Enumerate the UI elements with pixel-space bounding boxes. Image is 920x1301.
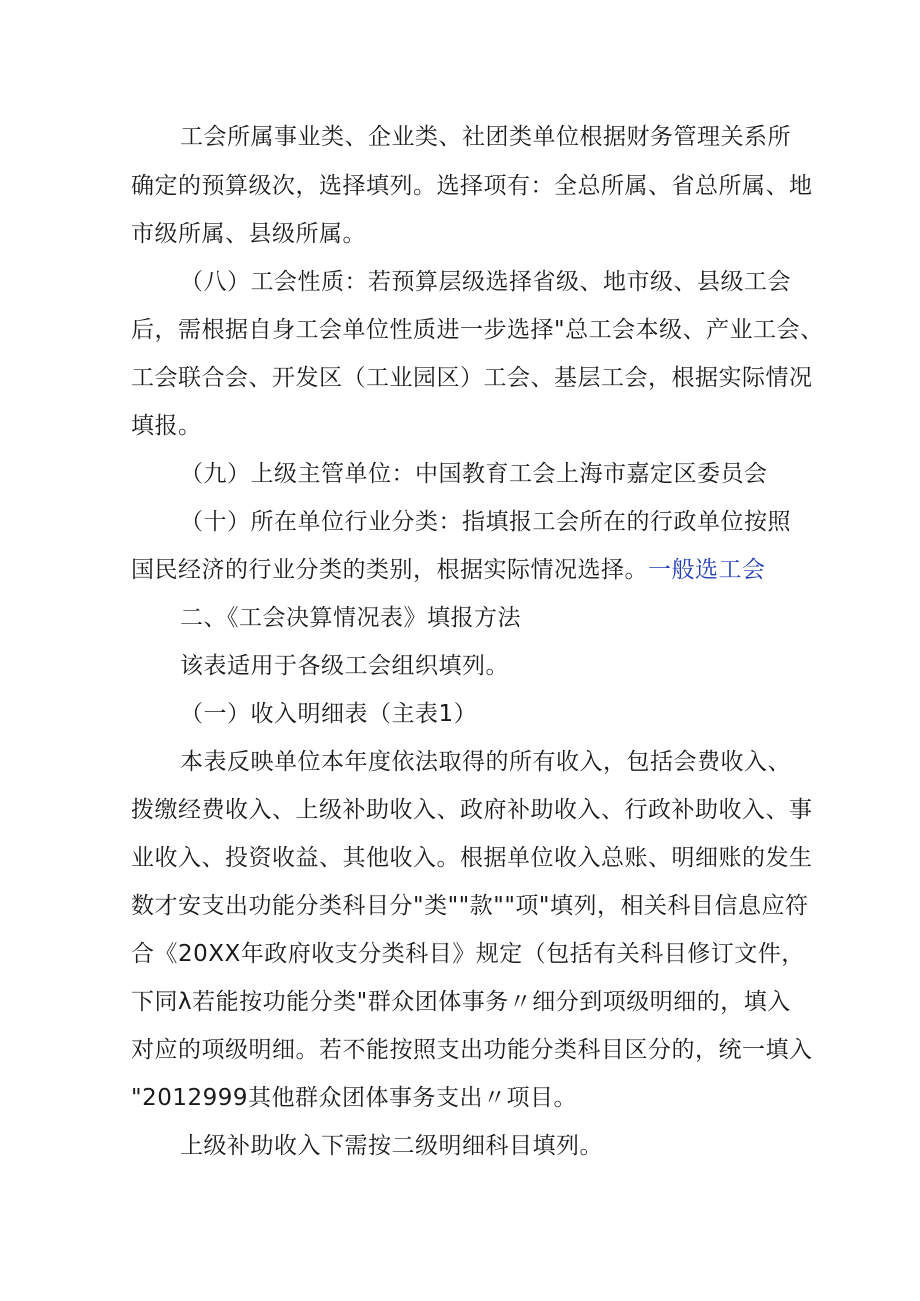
paragraph-line: 后，需根据自身工会单位性质进一步选择"总工会本级、产业工会、: [131, 317, 824, 343]
paragraph-line: 业收入、投资收益、其他收入。根据单位收入总账、明细账的发生: [131, 845, 813, 871]
paragraph-line: 上级补助收入下需按二级明细科目填列。: [180, 1133, 603, 1159]
paragraph-line: 工会联合会、开发区（工业园区）工会、基层工会，根据实际情况: [131, 365, 813, 391]
section-heading-8: （八）工会性质：若预算层级选择省级、地市级、县级工会: [180, 269, 791, 295]
paragraph-line: 填报。: [131, 413, 202, 439]
paragraph-line: 对应的项级明细。若不能按照支出功能分类科目区分的，统一填入: [131, 1037, 813, 1063]
paragraph-line: 下同λ若能按功能分类"群众团体事务〃细分到项级明细的，填入: [131, 989, 791, 1015]
section-title: 二、《工会决算情况表》填报方法: [180, 605, 521, 631]
paragraph-line: 合《20XX年政府收支分类科目》规定（包括有关科目修订文件，: [131, 941, 805, 967]
paragraph-text: 国民经济的行业分类的类别，根据实际情况选择。: [131, 557, 648, 583]
paragraph-line: 数才安支出功能分类科目分"类""款""项"填列，相关科目信息应符: [131, 893, 809, 919]
section-heading-9: （九）上级主管单位：中国教育工会上海市嘉定区委员会: [180, 461, 768, 487]
paragraph-line: 确定的预算级次，选择填列。选择项有：全总所属、省总所属、地: [131, 173, 813, 199]
paragraph-line: 本表反映单位本年度依法取得的所有收入，包括会费收入、: [180, 749, 791, 775]
paragraph-line: "2012999其他群众团体事务支出〃项目。: [131, 1085, 578, 1111]
paragraph-line: 拨缴经费收入、上级补助收入、政府补助收入、行政补助收入、事: [131, 797, 813, 823]
subsection-heading: （一）收入明细表（主表1）: [180, 701, 478, 727]
section-heading-10: （十）所在单位行业分类：指填报工会所在的行政单位按照: [180, 509, 791, 535]
paragraph-line: 工会所属事业类、企业类、社团类单位根据财务管理关系所: [180, 124, 791, 150]
paragraph-line: 市级所属、县级所属。: [131, 221, 366, 247]
paragraph-line: 该表适用于各级工会组织填列。: [180, 653, 509, 679]
paragraph-line-with-link: [131, 554, 766, 586]
inline-link[interactable]: 一般选工会: [648, 557, 766, 583]
